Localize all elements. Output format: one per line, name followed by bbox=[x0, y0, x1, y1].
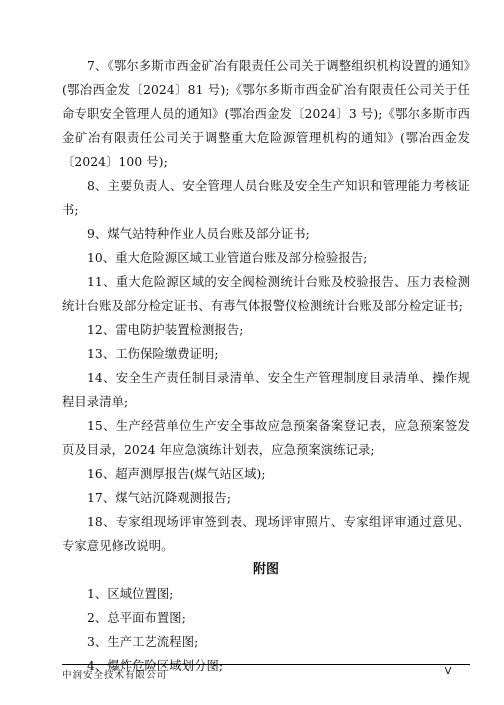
list-item-9: 9、煤气站特种作业人员台账及部分证书; bbox=[87, 227, 310, 241]
appendix-item-2: 2、总平面布置图; bbox=[87, 611, 186, 625]
list-item-8: 8、主要负责人、安全管理人员台账及安全生产知识和管理能力考核证书; bbox=[62, 179, 470, 217]
list-item-12: 12、雷电防护装置检测报告; bbox=[87, 323, 244, 337]
appendix-item-1: 1、区域位置图; bbox=[87, 587, 174, 601]
footer-divider bbox=[62, 664, 470, 665]
list-item-17: 17、煤气站沉降观测报告; bbox=[87, 491, 232, 505]
list-item-15: 15、生产经营单位生产安全事故应急预案备案登记表，应急预案签发页及目录，2024 年应急演练计划表，应急预案演练记录; bbox=[62, 419, 470, 457]
list-item-10: 10、重大危险源区域工业管道台账及部分检验报告; bbox=[87, 251, 368, 265]
appendix-title: 附图 bbox=[252, 562, 279, 577]
list-item-13: 13、工伤保险缴费证明; bbox=[87, 347, 219, 361]
page-content bbox=[62, 54, 470, 678]
list-item-18: 18、专家组现场评审签到表、现场评审照片、专家组评审通过意见、专家意见修改说明。 bbox=[62, 515, 470, 553]
list-item-11: 11、重大危险源区域的安全阀检测统计台账及校验报告、压力表检测统计台账及部分检定证书、有毒气体报警仪检测统计台账及部分检定证书; bbox=[62, 275, 470, 313]
list-item-7: 7、《鄂尔多斯市西金矿冶有限责任公司关于调整组织机构设置的通知》(鄂冶西金发〔2024〕81 号);《鄂尔多斯市西金矿冶有限责任公司关于任命专职安全管理人员的通知》(鄂冶西金发〔2024〕3 号);《鄂尔多斯市西金矿冶有限责任公司关于调整重大危险源管理机构的通知》(鄂冶西金发〔2024〕100 号); bbox=[62, 59, 470, 169]
page-number: V bbox=[444, 666, 452, 677]
list-item-16: 16、超声测厚报告(煤气站区域); bbox=[87, 467, 266, 481]
appendix-item-4: 4、爆炸危险区域划分图; bbox=[87, 659, 224, 673]
footer-company: 中润安全技术有限公司 bbox=[62, 670, 168, 681]
list-item-14: 14、安全生产责任制目录清单、安全生产管理制度目录清单、操作规程目录清单; bbox=[62, 371, 470, 409]
appendix-item-3: 3、生产工艺流程图; bbox=[87, 635, 199, 649]
